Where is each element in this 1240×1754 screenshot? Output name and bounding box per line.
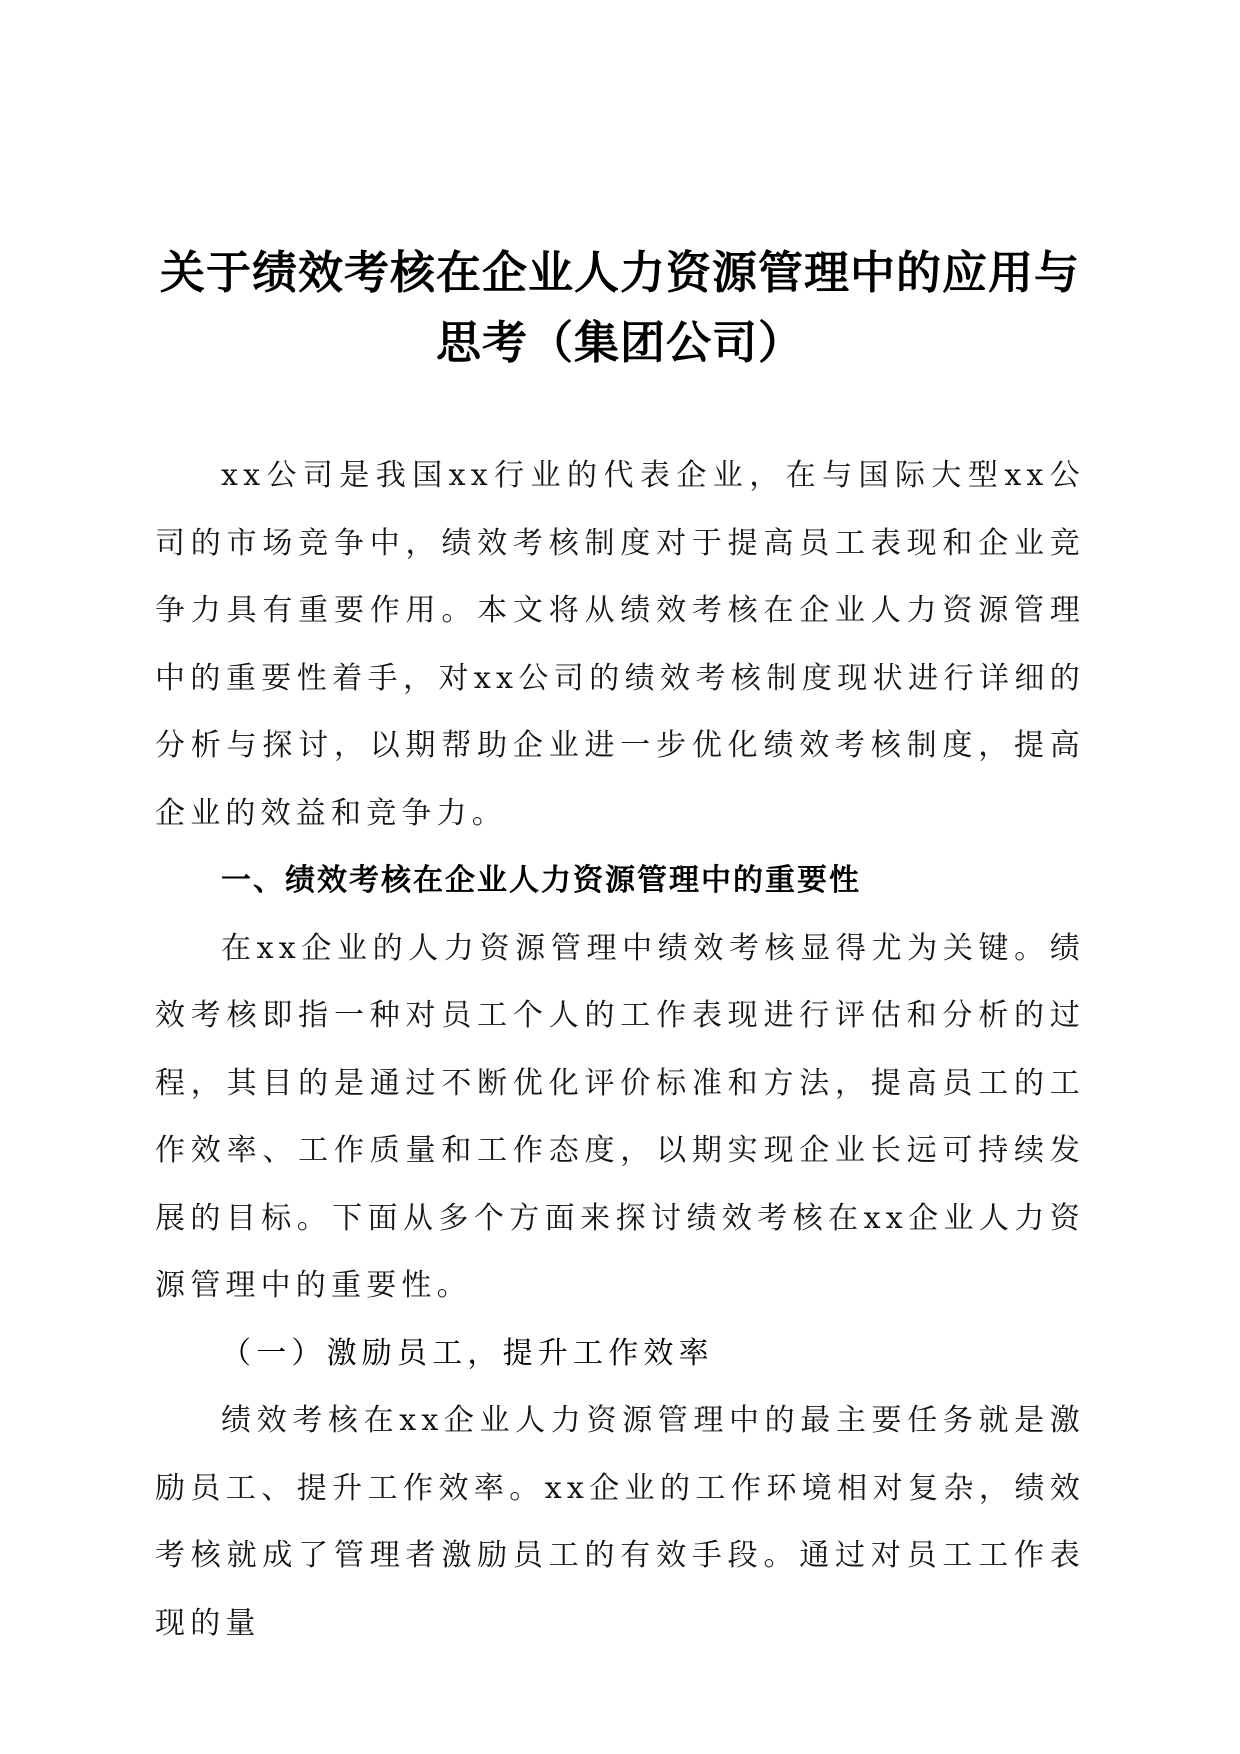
section-heading: 一、绩效考核在企业人力资源管理中的重要性 — [221, 863, 861, 898]
subsection-paragraph: 绩效考核在xx企业人力资源管理中的最主要任务就是激励员工、提升工作效率。xx企业的工作环境相对复杂，绩效考核就成了管理者激励员工的有效手段。通过对员工工作表现的量 — [155, 1403, 1085, 1641]
subsection-heading: （一）激励员工，提升工作效率 — [221, 1335, 714, 1371]
document-title — [140, 238, 1100, 378]
document-body — [155, 442, 1085, 1657]
title-line-1: 关于绩效考核在企业人力资源管理中的应用与 — [159, 246, 1080, 300]
intro-paragraph: xx公司是我国xx行业的代表企业，在与国际大型xx公司的市场竞争中，绩效考核制度对于提高员工表现和企业竞争力具有重要作用。本文将从绩效考核在企业人力资源管理中的重要性着手，对xx公司的绩效考核制度现状进行详细的分析与探讨，以期帮助企业进一步优化绩效考核制度，提高企业的效益和竞争力。 — [155, 458, 1085, 831]
title-line-2: 思考（集团公司） — [435, 316, 804, 370]
section-paragraph: 在xx企业的人力资源管理中绩效考核显得尤为关键。绩效考核即指一种对员工个人的工作表现进行评估和分析的过程，其目的是通过不断优化评价标准和方法，提高员工的工作效率、工作质量和工作态度，以期实现企业长远可持续发展的目标。下面从多个方面来探讨绩效考核在xx企业人力资源管理中的重要性。 — [155, 930, 1085, 1303]
